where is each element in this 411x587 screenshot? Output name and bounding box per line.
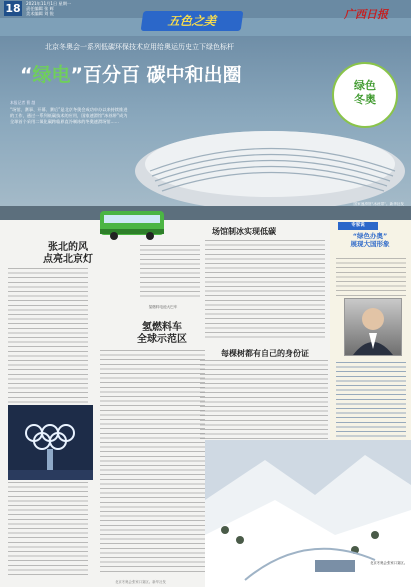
expert-portrait (344, 298, 402, 356)
ski-photo-caption: 北京冬奥会张家口赛区。 (370, 561, 408, 565)
bus-caption: 氢燃料电池大巴车 (148, 305, 178, 309)
article-kicker: 北京冬奥会一系列低碳环保技术应用给奥运历史立下绿色标杆 (45, 43, 234, 51)
article-body-wind-power-continued (8, 482, 88, 577)
main-headline: “绿电”百分百 碳中和出圈 (20, 64, 242, 86)
article-body-wind-power (8, 268, 88, 403)
sidebar-intro (336, 258, 406, 298)
headline-green-word: 绿电 (32, 64, 71, 86)
section-title: 五色之美 (141, 11, 244, 31)
olympic-rings-photo (8, 405, 93, 480)
green-winter-olympics-badge: 绿色 冬奥 (332, 62, 398, 128)
page-number: 18 (5, 2, 21, 15)
designer-line: 美术编辑 刘 锐 (26, 11, 54, 16)
article-title-tree-id: 每棵树都有自己的身份证 (221, 348, 309, 358)
footer-credit: 北京冬奥会张家口赛区。新华社发 (115, 580, 166, 584)
article-body-ice-making (205, 240, 325, 340)
lead-paragraph: “场馆、赛事、开幕、赛后”是北京冬奥会成功申办以来持续推进的工作，通过一系列低碳技术的应用，国家速滑馆“冰丝带”成为全球首个采用二氧化碳跨临界直冷制冰的冬奥速滑场馆…… (10, 107, 128, 124)
byline: 本报记者 曹 越 (10, 100, 36, 105)
article-body-bus (140, 245, 200, 300)
article-title-hydrogen: 氢燃料车 全球示范区 (137, 322, 187, 345)
editor-line: 责任编辑 张 辉 (26, 6, 54, 11)
hero-caption: 国家速滑馆“冰丝带”。新华社发 (353, 202, 404, 206)
issue-date: 2021年11月1日 星期一 (26, 1, 72, 6)
sidebar-label: 专家说 (338, 222, 378, 230)
article-title-ice-making: 场馆制冰实现低碳 (212, 226, 276, 236)
hydrogen-bus-photo (98, 205, 168, 245)
article-title-wind-power: 张北的风 点亮北京灯 (43, 242, 93, 265)
paper-logo: 广西日报 (344, 8, 388, 21)
article-body-hydrogen (100, 350, 205, 575)
sidebar-title: “绿色办奥” 展现大国形象 (350, 232, 390, 248)
article-body-tree-id (200, 360, 328, 440)
